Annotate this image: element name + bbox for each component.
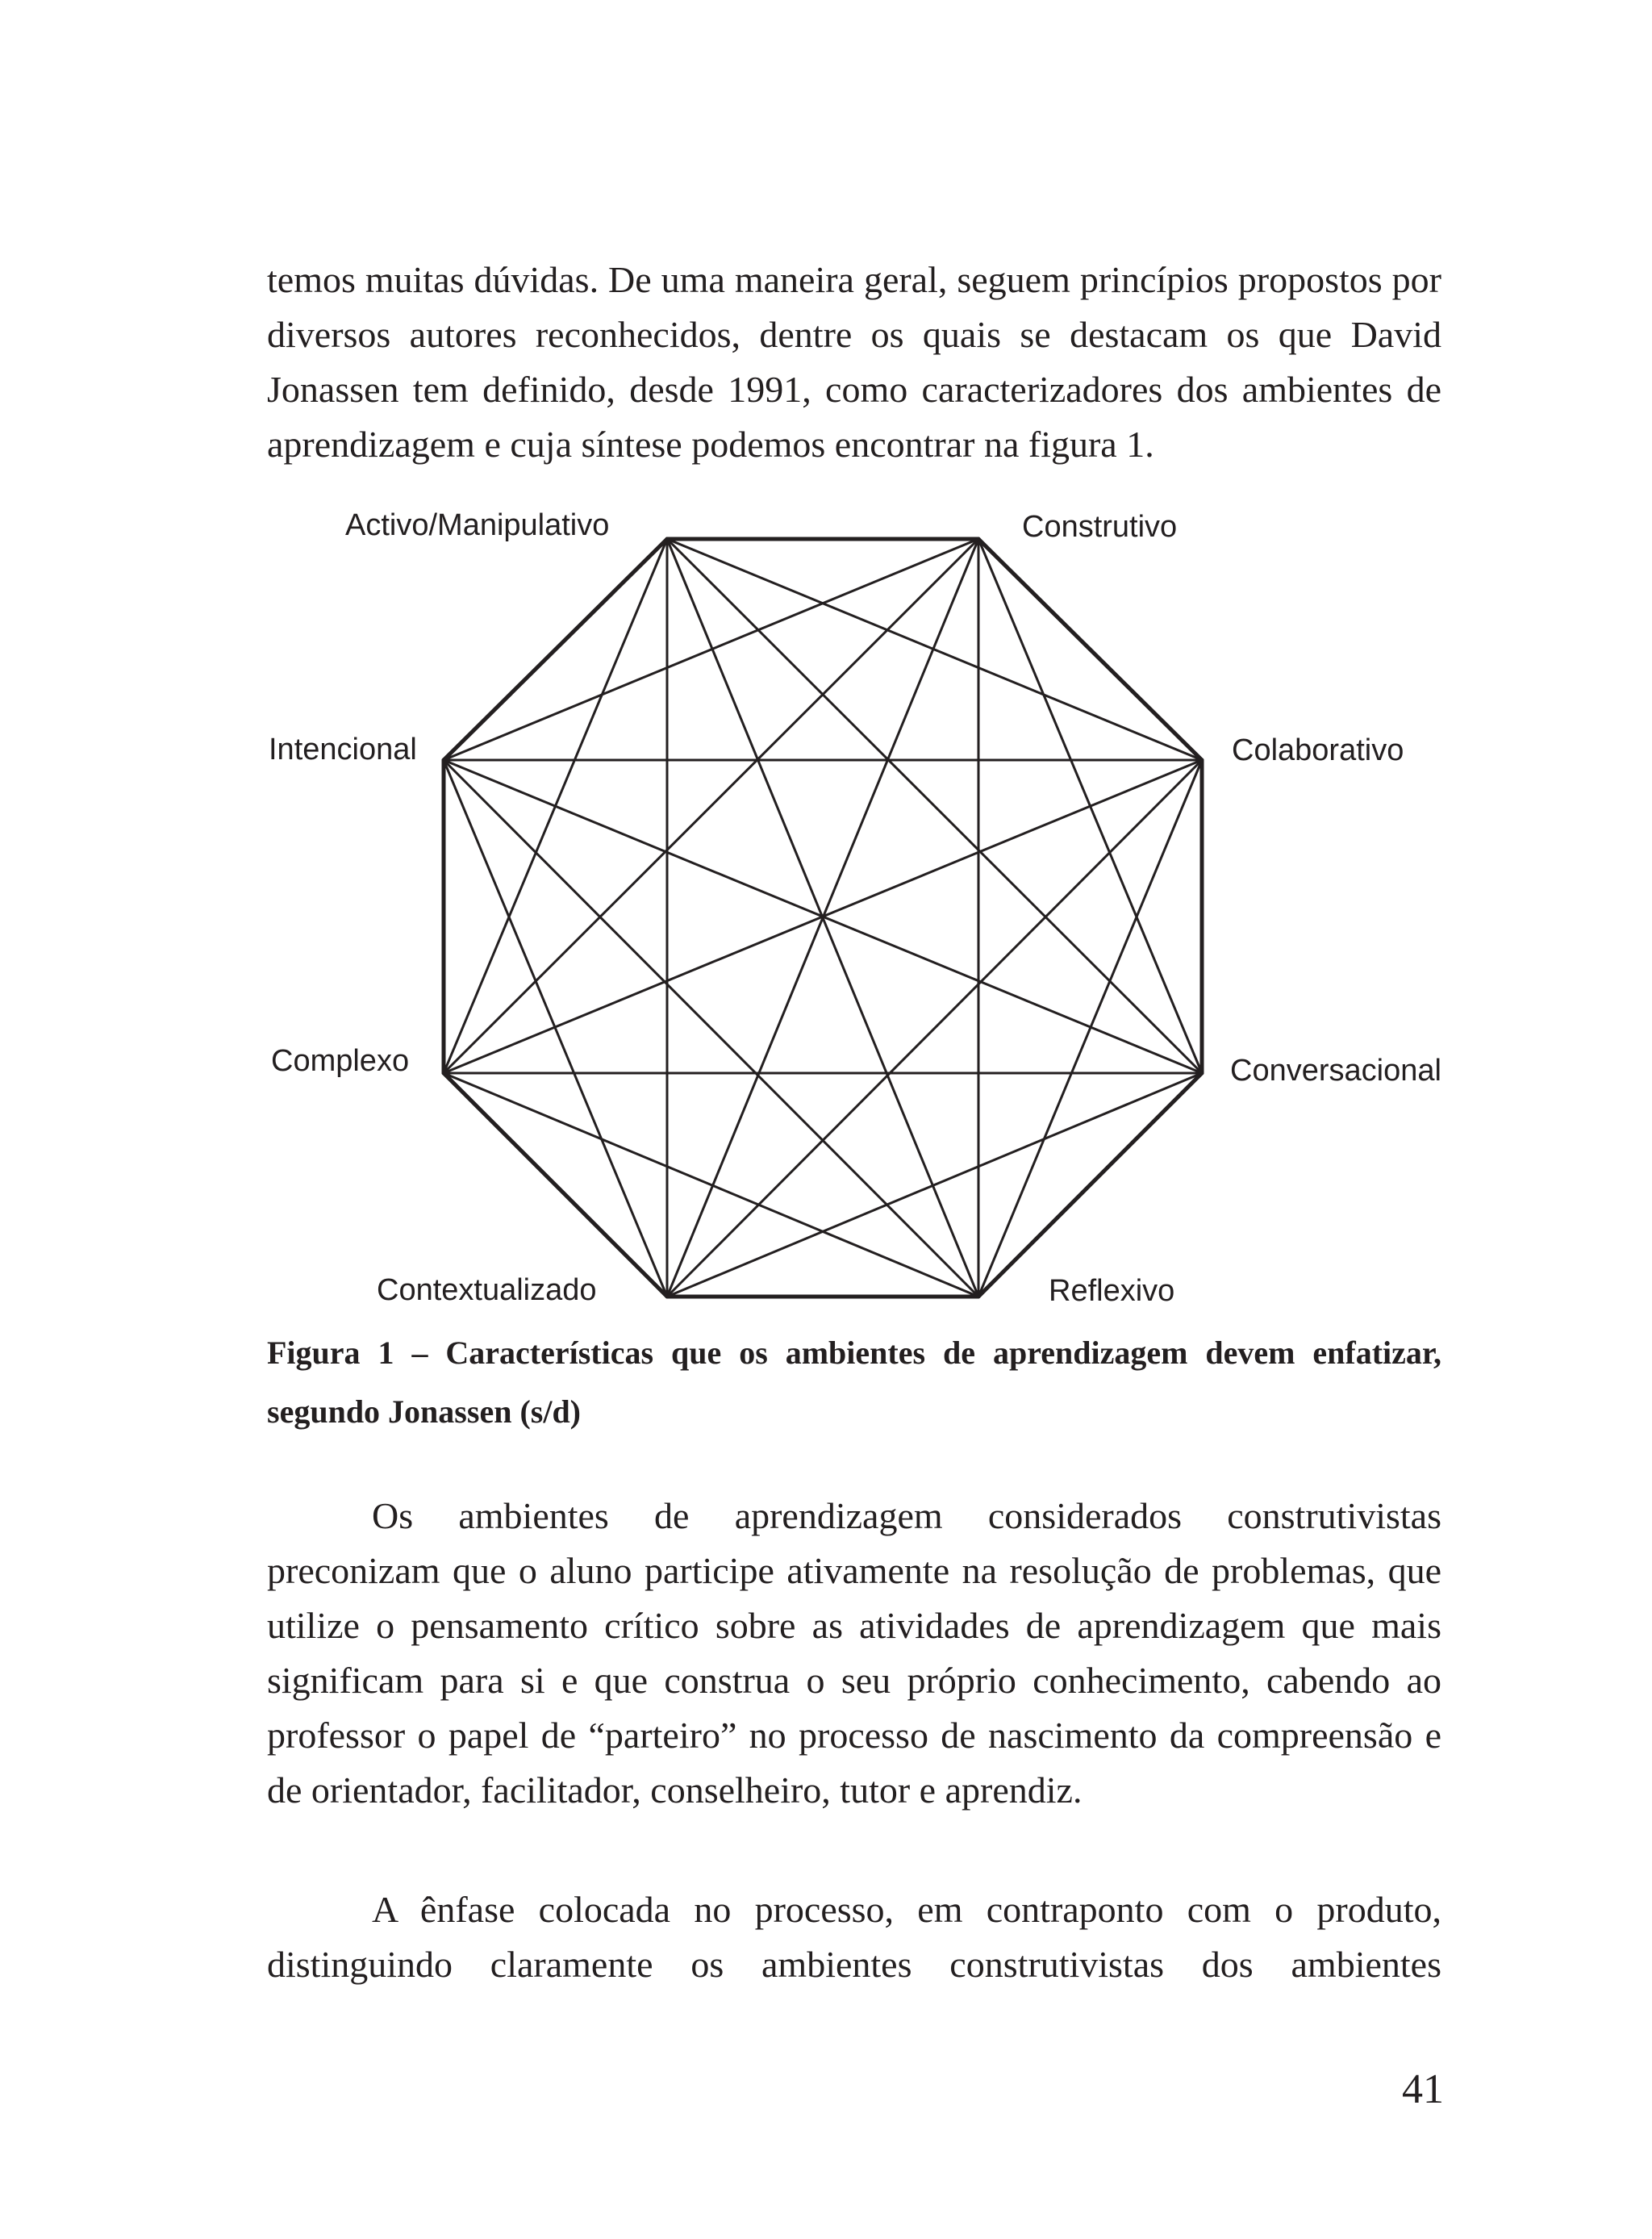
- vertex-label-contextualizado: Contextualizado: [377, 1273, 597, 1307]
- octagon-diagonal: [444, 760, 978, 1297]
- octagon-diagonal: [667, 1073, 1202, 1297]
- vertex-label-intencional: Intencional: [269, 733, 417, 767]
- octagon-side: [978, 539, 1202, 760]
- octagon-diagonal: [444, 760, 667, 1297]
- vertex-label-construtivo: Construtivo: [1022, 510, 1178, 544]
- vertex-label-conversacional: Conversacional: [1230, 1054, 1441, 1088]
- octagon-side: [444, 1073, 667, 1297]
- body-paragraph: A ênfase colocada no processo, em contraponto com o produto, distinguindo claramente os ambientes construtivistas dos ambientes: [267, 1889, 1441, 1985]
- octagon-side: [444, 539, 667, 760]
- octagon-side: [978, 1073, 1202, 1297]
- octagon-diagonal: [667, 539, 1202, 760]
- octagon-diagonal: [444, 1073, 978, 1297]
- body-paragraph: Os ambientes de aprendizagem considerados construtivistas preconizam que o aluno participe ativamente na resolução de problemas, que utilize o pensamento crítico sobre as atividades de aprendizagem que mais significam para si e que construa o seu próprio conhecimento, cabendo ao professor o papel de “parteiro” no processo de nascimento da compreensão e de orientador, facilitador, conselheiro, tutor e aprendiz.: [267, 1495, 1441, 1811]
- octagon-diagonal: [444, 539, 978, 760]
- octagon-diagonal: [978, 760, 1202, 1297]
- vertex-label-colaborativo: Colaborativo: [1232, 733, 1404, 767]
- octagon-diagonal: [667, 539, 1202, 1073]
- vertex-label-reflexivo: Reflexivo: [1049, 1274, 1175, 1308]
- body-paragraph: temos muitas dúvidas. De uma maneira geral, seguem princípios propostos por diversos autores reconhecidos, dentre os quais se destacam os que David Jonassen tem definido, desde 1991, como caracterizadores dos ambientes de aprendizagem e cuja síntese podemos encontrar na figura 1.: [267, 259, 1441, 465]
- vertex-label-complexo: Complexo: [271, 1044, 410, 1078]
- octagon-diagonal: [444, 539, 978, 1073]
- page-number: 41: [1402, 2066, 1444, 2112]
- octagon-diagonal: [667, 760, 1202, 1297]
- figure-caption: Figura 1 – Características que os ambientes de aprendizagem devem enfatizar, segundo Jonassen (s/d): [267, 1335, 1441, 1430]
- vertex-label-activo-manipulativo: Activo/Manipulativo: [345, 508, 610, 542]
